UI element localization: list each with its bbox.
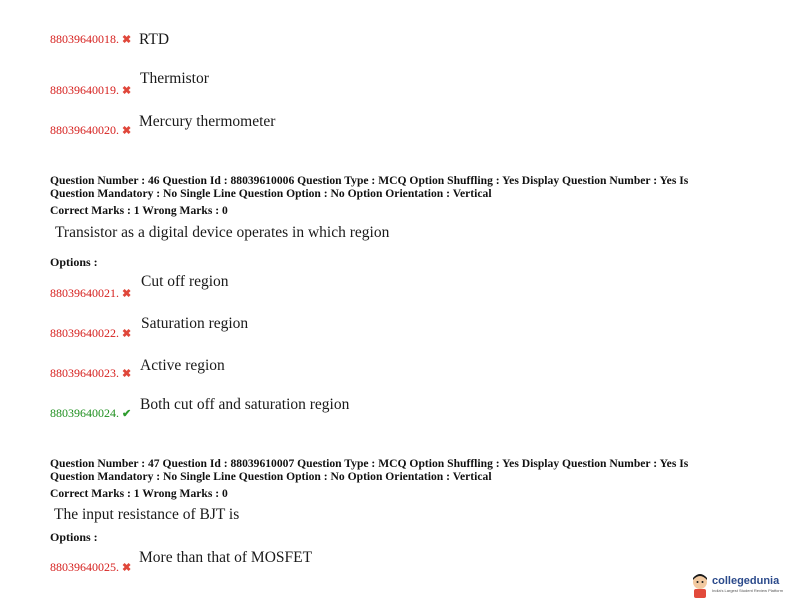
option-row [50, 324, 131, 342]
question-meta: Question Number : 46 Question Id : 88039610006 Question Type : MCQ Option Shuffling : Yes Display Question Number : Yes Is [50, 174, 689, 187]
option-row [50, 284, 131, 302]
option-text: Both cut off and saturation region [140, 396, 350, 413]
option-id: 88039640025. [50, 560, 119, 574]
option-row [50, 404, 131, 422]
options-label: Options : [50, 530, 98, 544]
option-id: 88039640020. [50, 123, 119, 137]
cross-icon: ✖ [122, 34, 132, 46]
mascot-icon [690, 573, 710, 599]
option-id: 88039640019. [50, 83, 119, 97]
option-id: 88039640018. [50, 32, 119, 46]
question-marks: Correct Marks : 1 Wrong Marks : 0 [50, 204, 228, 217]
option-text: More than that of MOSFET [139, 549, 313, 566]
cross-icon: ✖ [122, 328, 132, 340]
option-id: 88039640022. [50, 326, 119, 340]
question-meta: Question Number : 47 Question Id : 88039610007 Question Type : MCQ Option Shuffling : Yes Display Question Number : Yes Is [50, 457, 689, 470]
cross-icon: ✖ [122, 562, 132, 574]
option-row [50, 81, 131, 99]
question-text: The input resistance of BJT is [54, 506, 240, 523]
question-meta: Question Mandatory : No Single Line Question Option : No Option Orientation : Vertical [50, 470, 492, 483]
check-icon: ✔ [122, 408, 132, 420]
option-id: 88039640023. [50, 366, 119, 380]
option-id: 88039640024. [50, 406, 119, 420]
option-text: RTD [139, 31, 170, 48]
question-text: Transistor as a digital device operates in which region [55, 224, 390, 241]
options-label: Options : [50, 255, 98, 269]
cross-icon: ✖ [122, 125, 132, 137]
option-row [50, 121, 131, 139]
option-text: Active region [140, 357, 225, 374]
option-row [50, 30, 131, 48]
question-marks: Correct Marks : 1 Wrong Marks : 0 [50, 487, 228, 500]
logo-text: collegedunia [712, 575, 780, 587]
logo-tagline: India's Largest Student Review Platform [712, 588, 784, 593]
option-row [50, 558, 131, 576]
option-row [50, 364, 131, 382]
option-text: Thermistor [140, 70, 209, 87]
cross-icon: ✖ [122, 368, 132, 380]
option-id: 88039640021. [50, 286, 119, 300]
cross-icon: ✖ [122, 85, 132, 97]
question-meta: Question Mandatory : No Single Line Question Option : No Option Orientation : Vertical [50, 187, 492, 200]
option-text: Cut off region [141, 273, 229, 290]
cross-icon: ✖ [122, 288, 132, 300]
option-text: Mercury thermometer [139, 113, 276, 130]
collegedunia-logo [690, 571, 790, 601]
option-text: Saturation region [141, 315, 249, 332]
